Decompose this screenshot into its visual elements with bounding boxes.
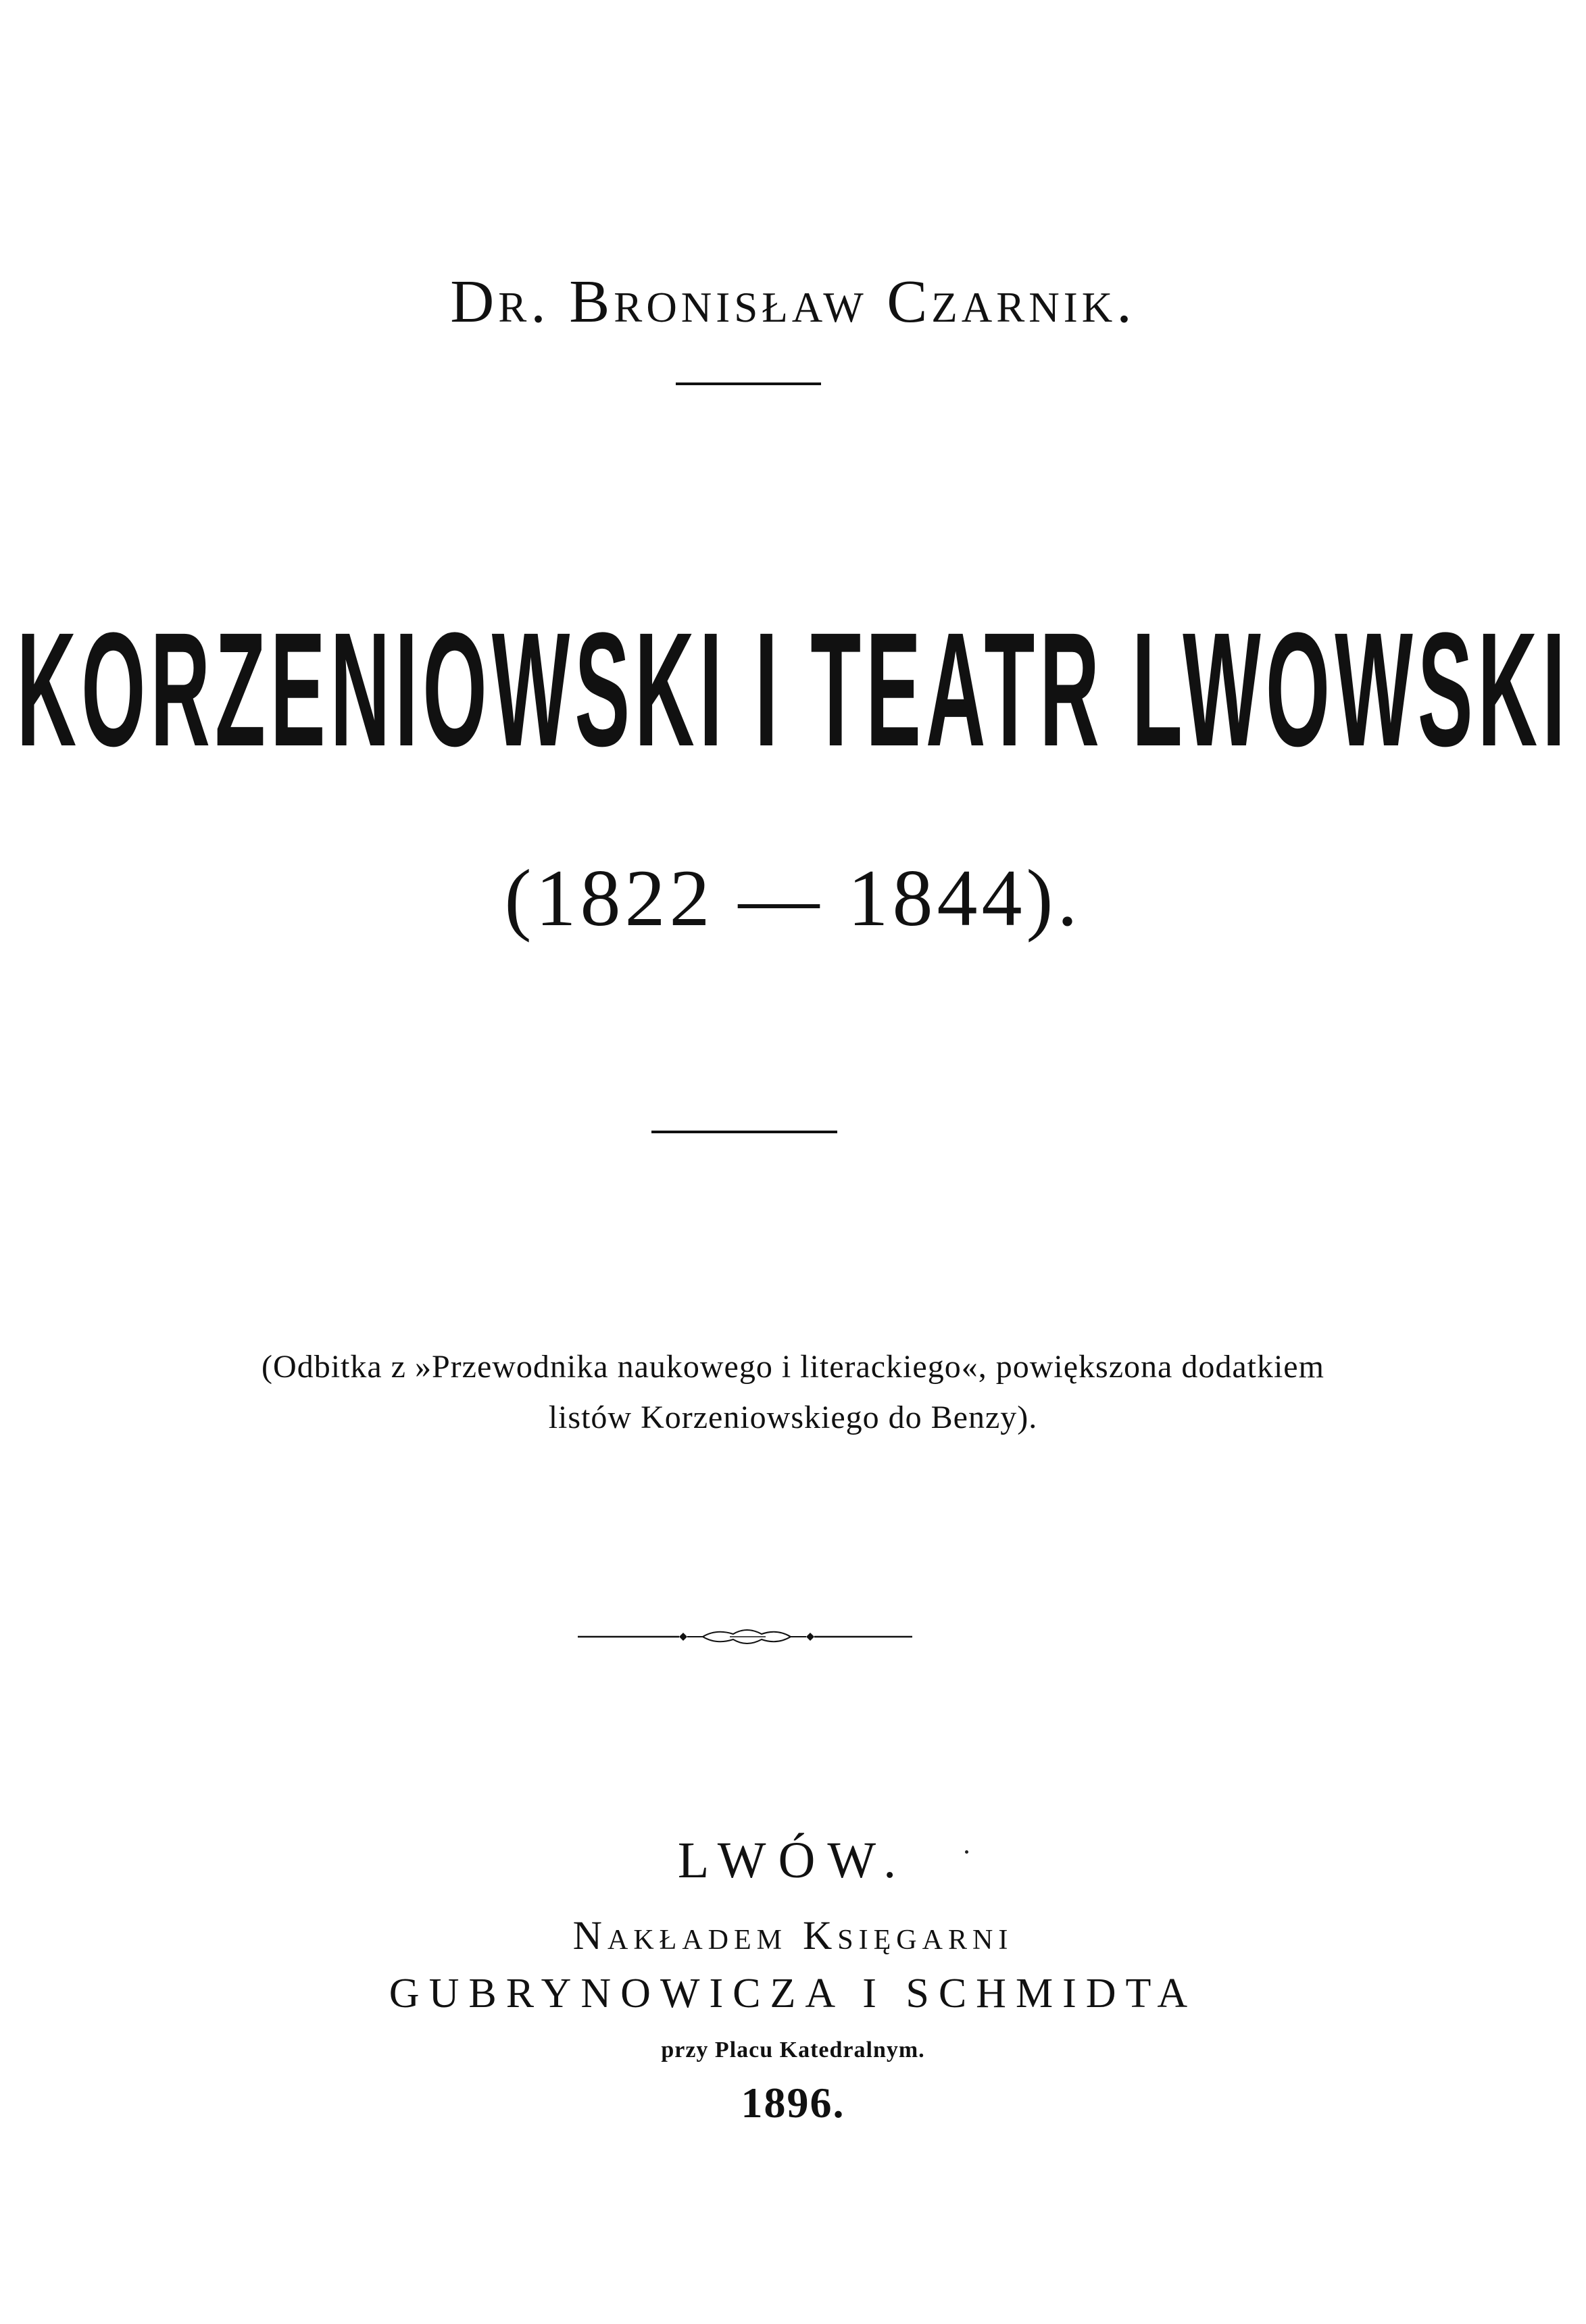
imprint-city: LWÓW. bbox=[677, 1832, 909, 1889]
imprint-publisher-line-1: Nakładem Księgarni bbox=[572, 1913, 1014, 1958]
ornament-divider-icon bbox=[578, 1622, 912, 1649]
divider-rule-middle bbox=[651, 1131, 837, 1133]
print-speck bbox=[965, 1850, 968, 1854]
imprint-address: przy Placu Katedralnym. bbox=[661, 2037, 925, 2062]
book-title: KORZENIOWSKI I TEATR LWOWSKI bbox=[16, 608, 1570, 780]
edition-note-line-1: (Odbitka z »Przewodnika naukowego i literackiego«, powiększona dodatkiem bbox=[262, 1349, 1324, 1385]
divider-rule-top bbox=[676, 382, 821, 385]
edition-note-line-2: listów Korzeniowskiego do Benzy). bbox=[548, 1400, 1038, 1435]
date-range: (1822 — 1844). bbox=[504, 853, 1082, 943]
imprint-year: 1896. bbox=[741, 2079, 845, 2127]
author-name: Dr. Bronisław Czarnik. bbox=[450, 268, 1136, 335]
imprint-publisher-line-2: GUBRYNOWICZA I SCHMIDTA bbox=[389, 1971, 1197, 2017]
title-block bbox=[0, 608, 1586, 784]
